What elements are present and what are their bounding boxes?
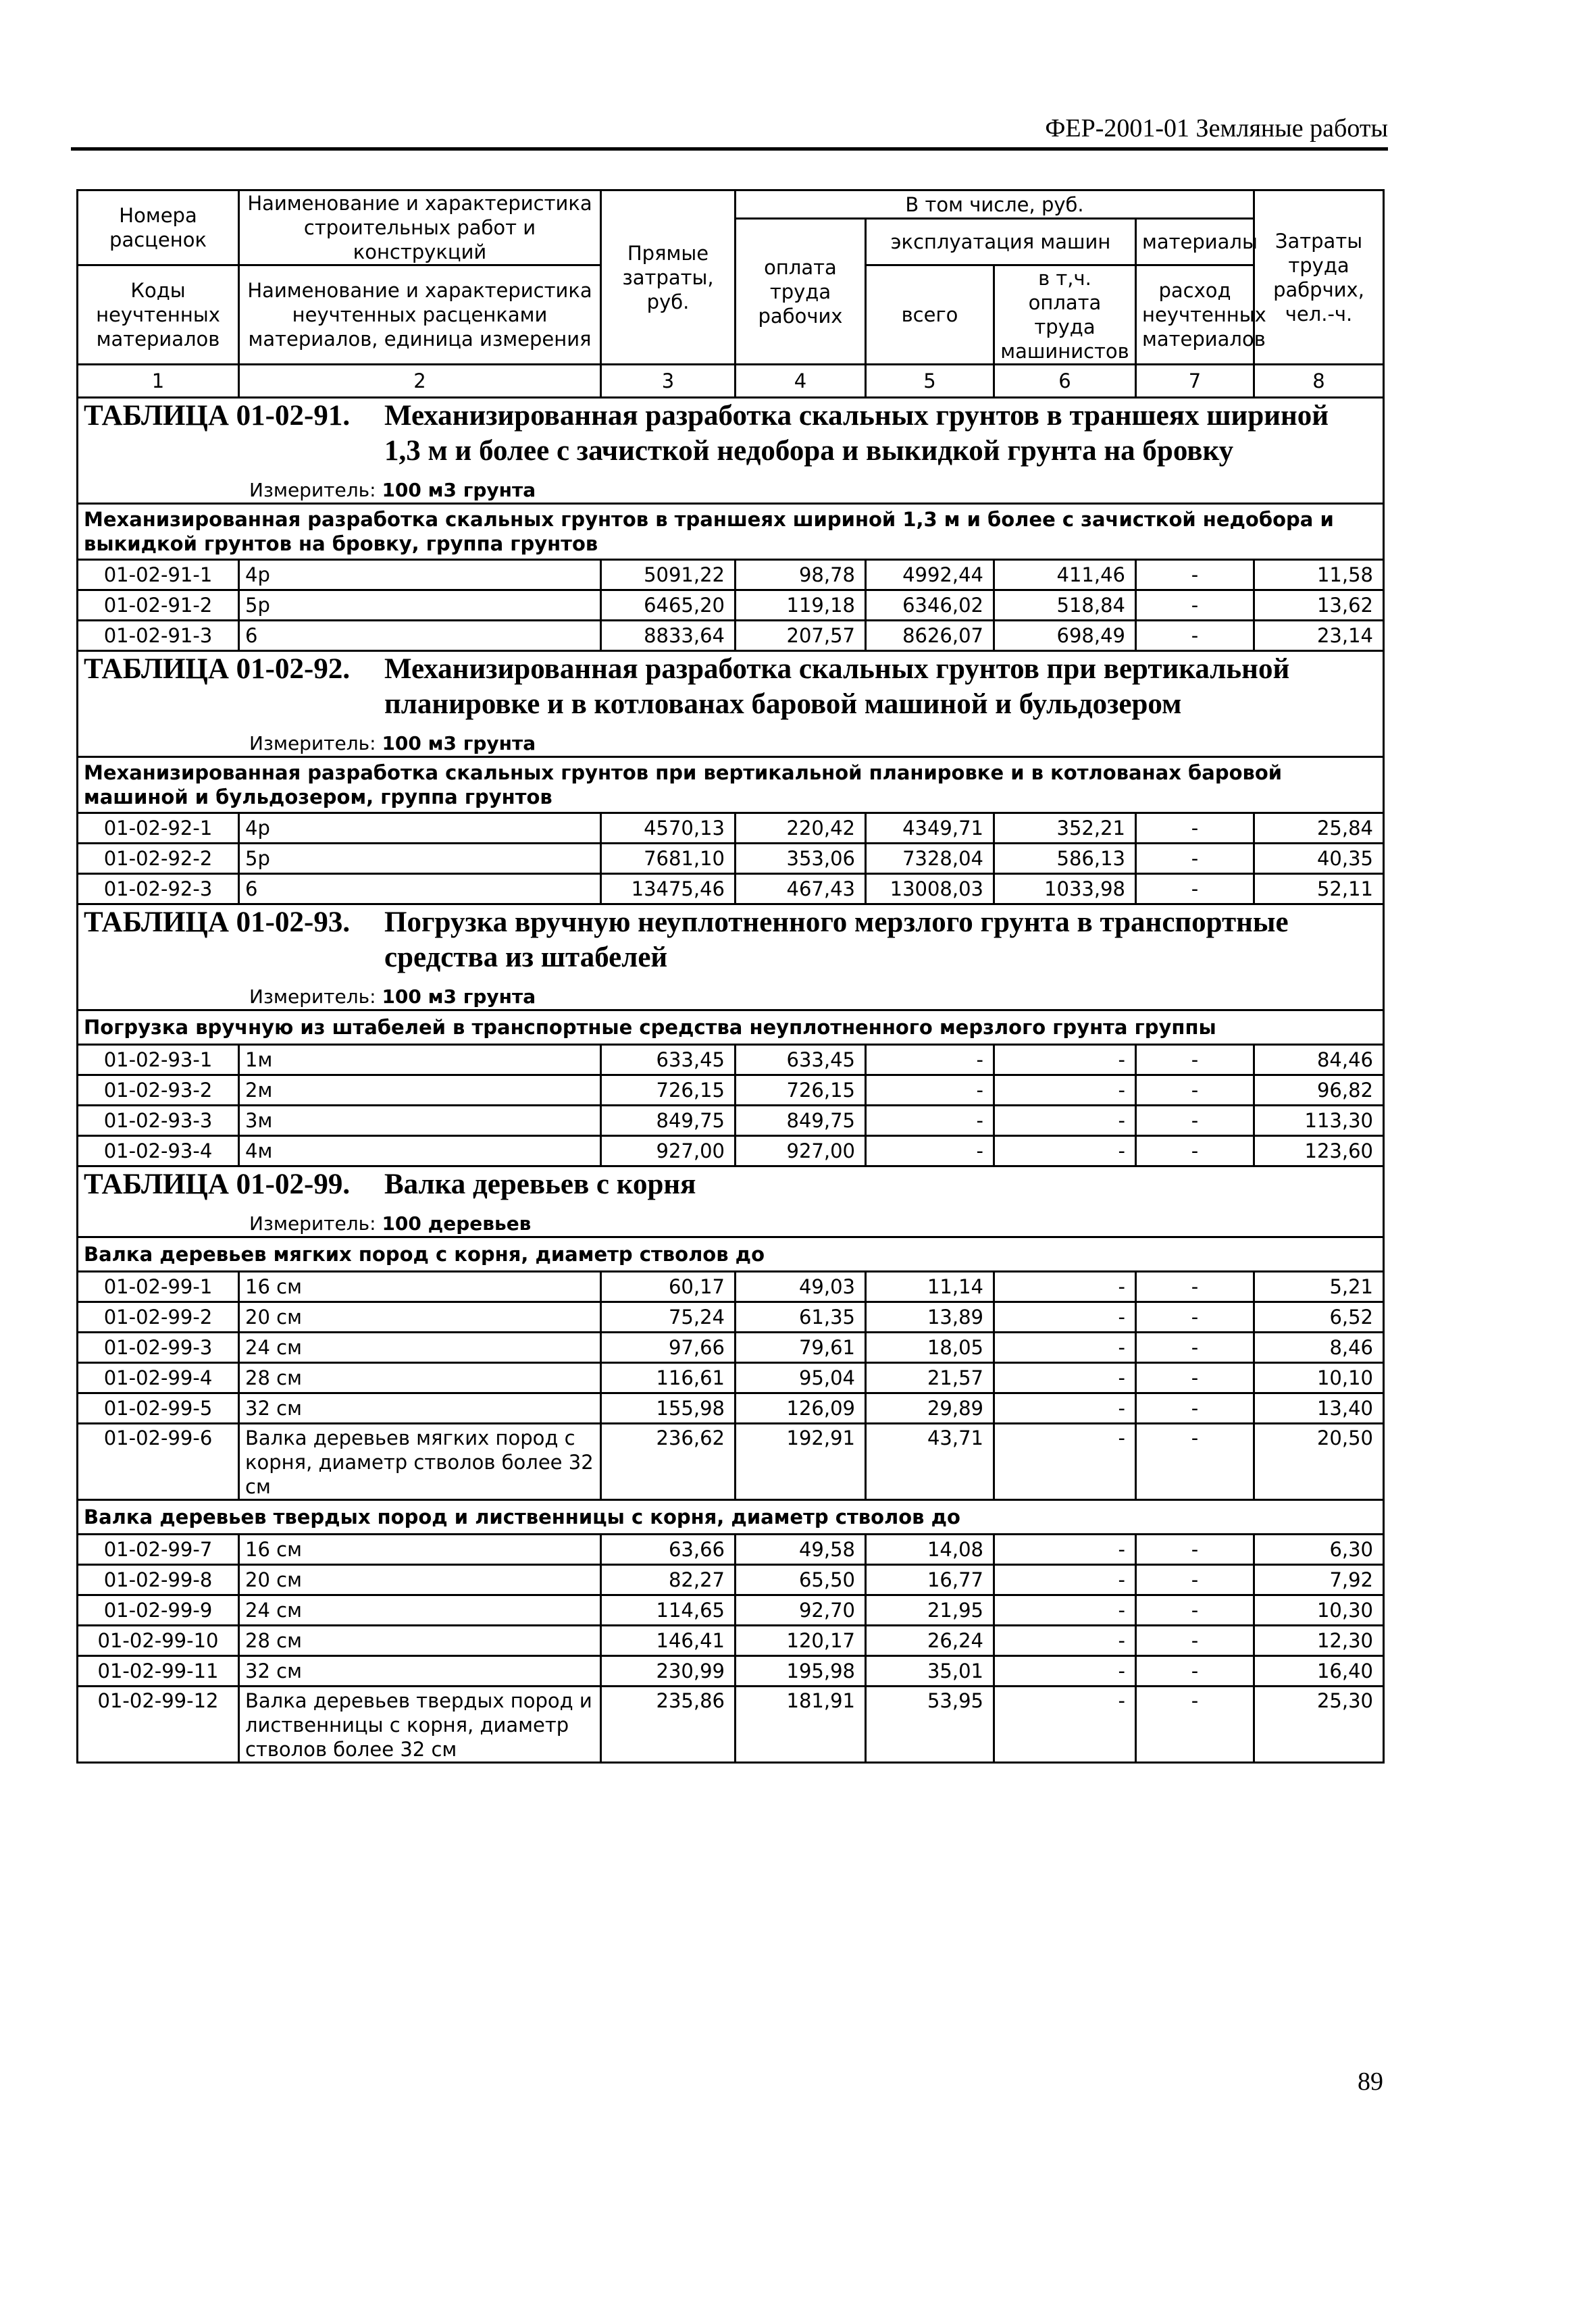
group-caption-row — [78, 504, 1384, 560]
running-header — [71, 115, 1388, 151]
col-num: 3 — [601, 365, 736, 398]
cell-name: Валка деревьев мягких пород с корня, диаметр стволов более 32 см — [239, 1424, 601, 1500]
cell-direct: 8833,64 — [601, 621, 736, 651]
col-num: 1 — [78, 365, 239, 398]
table-row — [78, 1565, 1384, 1595]
cell-name: 2м — [239, 1075, 601, 1106]
cell-labor: 353,06 — [736, 844, 866, 874]
measure-unit: Измеритель: 100 м3 грунта — [249, 479, 536, 501]
cell-hours: 25,30 — [1254, 1687, 1384, 1763]
cell-direct: 7681,10 — [601, 844, 736, 874]
cell-labor: 467,43 — [736, 874, 866, 904]
table-row — [78, 1595, 1384, 1626]
cell-hours: 25,84 — [1254, 813, 1384, 844]
group-caption: Валка деревьев мягких пород с корня, диаметр стволов до — [78, 1237, 1384, 1272]
cell-name: 1м — [239, 1045, 601, 1075]
cell-mach: 53,95 — [866, 1687, 994, 1763]
rate-code: 01-02-99-9 — [78, 1595, 239, 1626]
cell-mat: - — [1136, 1595, 1254, 1626]
table-row — [78, 1656, 1384, 1687]
section-title — [84, 652, 1377, 722]
cell-direct: 633,45 — [601, 1045, 736, 1075]
cell-mach: - — [866, 1045, 994, 1075]
cell-mach: 43,71 — [866, 1424, 994, 1500]
cell-mach-labor: 1033,98 — [994, 874, 1136, 904]
cell-hours: 20,50 — [1254, 1424, 1384, 1500]
cell-mach: 18,05 — [866, 1333, 994, 1363]
section-title — [84, 398, 1377, 469]
cell-mach-labor: 698,49 — [994, 621, 1136, 651]
cell-hours: 6,30 — [1254, 1535, 1384, 1565]
rate-code: 01-02-99-11 — [78, 1656, 239, 1687]
group-caption-row — [78, 1500, 1384, 1535]
cell-name: 32 см — [239, 1656, 601, 1687]
cell-mat: - — [1136, 590, 1254, 621]
cell-labor: 726,15 — [736, 1075, 866, 1106]
cell-mach: 21,95 — [866, 1595, 994, 1626]
cell-mach: 4992,44 — [866, 560, 994, 590]
measure-unit: Измеритель: 100 м3 грунта — [249, 985, 536, 1008]
cell-mat: - — [1136, 813, 1254, 844]
section-heading: Механизированная разработка скальных грунтов при вертикальной планировке и в котлованах баровой машиной и бульдозером — [384, 653, 1290, 720]
rate-code: 01-02-99-4 — [78, 1363, 239, 1393]
cell-labor: 95,04 — [736, 1363, 866, 1393]
cell-mach: 8626,07 — [866, 621, 994, 651]
cell-mat: - — [1136, 1393, 1254, 1424]
cell-hours: 123,60 — [1254, 1136, 1384, 1166]
cell-labor: 927,00 — [736, 1136, 866, 1166]
cell-hours: 12,30 — [1254, 1626, 1384, 1656]
col-num: 4 — [736, 365, 866, 398]
section-heading: Механизированная разработка скальных грунтов в траншеях шириной 1,3 м и более с зачисткой недобора и выкидкой грунта на бровку — [384, 400, 1329, 467]
cell-direct: 236,62 — [601, 1424, 736, 1500]
cell-mat: - — [1136, 1687, 1254, 1763]
cell-mach: 26,24 — [866, 1626, 994, 1656]
group-caption-row — [78, 1237, 1384, 1272]
rate-code: 01-02-99-3 — [78, 1333, 239, 1363]
cell-hours: 10,30 — [1254, 1595, 1384, 1626]
table-row — [78, 813, 1384, 844]
cell-name: 16 см — [239, 1272, 601, 1302]
table-row — [78, 1424, 1384, 1500]
cell-labor: 633,45 — [736, 1045, 866, 1075]
cell-labor: 220,42 — [736, 813, 866, 844]
header-col6: в т,ч. оплата труда машинистов — [994, 265, 1136, 365]
group-caption-row — [78, 757, 1384, 813]
cell-mach-labor: - — [994, 1424, 1136, 1500]
cell-mat: - — [1136, 1424, 1254, 1500]
cell-direct: 97,66 — [601, 1333, 736, 1363]
cell-labor: 92,70 — [736, 1595, 866, 1626]
cell-labor: 126,09 — [736, 1393, 866, 1424]
cell-mat: - — [1136, 560, 1254, 590]
cell-mach: 4349,71 — [866, 813, 994, 844]
rate-code: 01-02-93-1 — [78, 1045, 239, 1075]
cell-mach: - — [866, 1136, 994, 1166]
cell-hours: 40,35 — [1254, 844, 1384, 874]
cell-mach-labor: - — [994, 1045, 1136, 1075]
cell-name: 32 см — [239, 1393, 601, 1424]
cell-mat: - — [1136, 1565, 1254, 1595]
cell-direct: 60,17 — [601, 1272, 736, 1302]
group-caption-row — [78, 1010, 1384, 1045]
rate-code: 01-02-92-2 — [78, 844, 239, 874]
cell-hours: 6,52 — [1254, 1302, 1384, 1333]
cell-labor: 98,78 — [736, 560, 866, 590]
cell-labor: 49,58 — [736, 1535, 866, 1565]
cell-mach-labor: - — [994, 1535, 1136, 1565]
cell-hours: 11,58 — [1254, 560, 1384, 590]
cell-direct: 230,99 — [601, 1656, 736, 1687]
rate-code: 01-02-91-2 — [78, 590, 239, 621]
cell-name: 20 см — [239, 1302, 601, 1333]
section-heading: Валка деревьев с корня — [384, 1168, 696, 1200]
cell-name: 6 — [239, 874, 601, 904]
header-col3: Прямые затраты, руб. — [601, 190, 736, 365]
rate-code: 01-02-99-7 — [78, 1535, 239, 1565]
cell-direct: 13475,46 — [601, 874, 736, 904]
table-row — [78, 1393, 1384, 1424]
cell-labor: 192,91 — [736, 1424, 866, 1500]
cell-mach-labor: - — [994, 1106, 1136, 1136]
header-group-including: В том числе, руб. — [736, 190, 1254, 219]
cell-direct: 114,65 — [601, 1595, 736, 1626]
measure-unit: Измеритель: 100 деревьев — [249, 1212, 532, 1235]
cell-mach: 21,57 — [866, 1363, 994, 1393]
cell-name: 4р — [239, 560, 601, 590]
column-numbers-row — [78, 365, 1384, 398]
header-col5: всего — [866, 265, 994, 365]
rate-code: 01-02-99-6 — [78, 1424, 239, 1500]
header-col2-bottom: Наименование и характеристика неучтенных расценками материалов, единица измерения — [239, 265, 601, 365]
section-label: ТАБЛИЦА 01-02-93. — [84, 906, 351, 938]
cell-direct: 5091,22 — [601, 560, 736, 590]
cell-hours: 10,10 — [1254, 1363, 1384, 1393]
cell-mach: - — [866, 1106, 994, 1136]
cell-labor: 65,50 — [736, 1565, 866, 1595]
cell-mach-labor: - — [994, 1393, 1136, 1424]
cell-name: 28 см — [239, 1626, 601, 1656]
cell-mach: 11,14 — [866, 1272, 994, 1302]
table-row — [78, 844, 1384, 874]
cell-mach-labor: - — [994, 1302, 1136, 1333]
cell-direct: 146,41 — [601, 1626, 736, 1656]
table-row — [78, 1075, 1384, 1106]
cell-mat: - — [1136, 874, 1254, 904]
rate-code: 01-02-93-4 — [78, 1136, 239, 1166]
cell-direct: 155,98 — [601, 1393, 736, 1424]
cell-mach: 6346,02 — [866, 590, 994, 621]
cell-name: 4м — [239, 1136, 601, 1166]
section-label: ТАБЛИЦА 01-02-99. — [84, 1168, 351, 1200]
table-body — [78, 398, 1384, 1763]
page-number: 89 — [1358, 2067, 1383, 2096]
cell-mat: - — [1136, 1302, 1254, 1333]
cell-direct: 849,75 — [601, 1106, 736, 1136]
col-num: 5 — [866, 365, 994, 398]
cell-hours: 13,62 — [1254, 590, 1384, 621]
table-row — [78, 1045, 1384, 1075]
cell-direct: 235,86 — [601, 1687, 736, 1763]
cell-direct: 927,00 — [601, 1136, 736, 1166]
cell-mach-labor: 518,84 — [994, 590, 1136, 621]
table-row — [78, 621, 1384, 651]
cell-labor: 849,75 — [736, 1106, 866, 1136]
cell-hours: 23,14 — [1254, 621, 1384, 651]
header-group-materials: материалы — [1136, 219, 1254, 265]
cell-labor: 207,57 — [736, 621, 866, 651]
cell-mat: - — [1136, 844, 1254, 874]
cell-mat: - — [1136, 1656, 1254, 1687]
col-num: 7 — [1136, 365, 1254, 398]
table-row — [78, 1333, 1384, 1363]
cell-labor: 120,17 — [736, 1626, 866, 1656]
cell-mach-labor: - — [994, 1595, 1136, 1626]
measure-unit: Измеритель: 100 м3 грунта — [249, 732, 536, 754]
cell-mach: 16,77 — [866, 1565, 994, 1595]
cell-name: 5р — [239, 590, 601, 621]
cell-mat: - — [1136, 1333, 1254, 1363]
cell-labor: 49,03 — [736, 1272, 866, 1302]
table-title-row — [78, 1166, 1384, 1237]
rate-code: 01-02-91-1 — [78, 560, 239, 590]
cell-mat: - — [1136, 1626, 1254, 1656]
rate-code: 01-02-99-2 — [78, 1302, 239, 1333]
cell-name: 3м — [239, 1106, 601, 1136]
section-title — [84, 1167, 1377, 1202]
rate-code: 01-02-93-2 — [78, 1075, 239, 1106]
table-row — [78, 1626, 1384, 1656]
cell-direct: 6465,20 — [601, 590, 736, 621]
cell-labor: 119,18 — [736, 590, 866, 621]
cell-mat: - — [1136, 1363, 1254, 1393]
section-heading: Погрузка вручную неуплотненного мерзлого грунта в транспортные средства из штабелей — [384, 906, 1289, 973]
rate-code: 01-02-92-1 — [78, 813, 239, 844]
cell-hours: 7,92 — [1254, 1565, 1384, 1595]
rate-code: 01-02-92-3 — [78, 874, 239, 904]
cell-mach: 35,01 — [866, 1656, 994, 1687]
cell-name: 5р — [239, 844, 601, 874]
table-row — [78, 874, 1384, 904]
rate-code: 01-02-93-3 — [78, 1106, 239, 1136]
cell-direct: 75,24 — [601, 1302, 736, 1333]
group-caption: Механизированная разработка скальных грунтов при вертикальной планировке и в котлованах баровой машиной и бульдозером, группа грунтов — [78, 757, 1384, 813]
col-num: 2 — [239, 365, 601, 398]
col-num: 6 — [994, 365, 1136, 398]
col-num: 8 — [1254, 365, 1384, 398]
section-label: ТАБЛИЦА 01-02-92. — [84, 653, 351, 685]
cell-mach: 13008,03 — [866, 874, 994, 904]
header-col1-bottom: Коды неучтенных материалов — [78, 265, 239, 365]
rate-code: 01-02-99-10 — [78, 1626, 239, 1656]
running-title: ФЕР-2001-01 Земляные работы — [1045, 114, 1388, 143]
cell-mach-labor: - — [994, 1075, 1136, 1106]
cell-mat: - — [1136, 1272, 1254, 1302]
cell-mach-labor: - — [994, 1363, 1136, 1393]
cell-mat: - — [1136, 621, 1254, 651]
cell-mach-labor: - — [994, 1626, 1136, 1656]
cell-mach: - — [866, 1075, 994, 1106]
cell-labor: 195,98 — [736, 1656, 866, 1687]
cell-hours: 52,11 — [1254, 874, 1384, 904]
rate-code: 01-02-99-8 — [78, 1565, 239, 1595]
cell-mach: 7328,04 — [866, 844, 994, 874]
cell-mach-labor: - — [994, 1656, 1136, 1687]
cell-hours: 96,82 — [1254, 1075, 1384, 1106]
header-group-machines: эксплуатация машин — [866, 219, 1136, 265]
cell-hours: 16,40 — [1254, 1656, 1384, 1687]
cell-name: 16 см — [239, 1535, 601, 1565]
cell-mat: - — [1136, 1136, 1254, 1166]
table-row — [78, 1136, 1384, 1166]
cell-direct: 4570,13 — [601, 813, 736, 844]
table-row — [78, 1535, 1384, 1565]
cell-mach-labor: - — [994, 1333, 1136, 1363]
cell-mach: 29,89 — [866, 1393, 994, 1424]
group-caption: Валка деревьев твердых пород и лиственницы с корня, диаметр стволов до — [78, 1500, 1384, 1535]
table-row — [78, 1363, 1384, 1393]
cell-mat: - — [1136, 1106, 1254, 1136]
group-caption: Механизированная разработка скальных грунтов в траншеях шириной 1,3 м и более с зачисткой недобора и выкидкой грунтов на бровку, группа грунтов — [78, 504, 1384, 560]
cell-mach-labor: - — [994, 1136, 1136, 1166]
price-table — [76, 189, 1385, 1764]
table-row — [78, 1272, 1384, 1302]
cell-name: 6 — [239, 621, 601, 651]
cell-direct: 726,15 — [601, 1075, 736, 1106]
rate-code: 01-02-99-1 — [78, 1272, 239, 1302]
cell-mat: - — [1136, 1535, 1254, 1565]
cell-name: 24 см — [239, 1333, 601, 1363]
cell-mach-labor: - — [994, 1272, 1136, 1302]
cell-hours: 5,21 — [1254, 1272, 1384, 1302]
cell-name: 28 см — [239, 1363, 601, 1393]
group-caption: Погрузка вручную из штабелей в транспортные средства неуплотненного мерзлого грунта группы — [78, 1010, 1384, 1045]
cell-mach-labor: - — [994, 1687, 1136, 1763]
rate-code: 01-02-99-5 — [78, 1393, 239, 1424]
table-row — [78, 590, 1384, 621]
table-row — [78, 560, 1384, 590]
cell-direct: 82,27 — [601, 1565, 736, 1595]
cell-labor: 79,61 — [736, 1333, 866, 1363]
table-row — [78, 1106, 1384, 1136]
header-col7: расход неучтенных материалов — [1136, 265, 1254, 365]
table-row — [78, 1302, 1384, 1333]
rate-code: 01-02-99-12 — [78, 1687, 239, 1763]
cell-direct: 63,66 — [601, 1535, 736, 1565]
cell-labor: 181,91 — [736, 1687, 866, 1763]
table-title-row — [78, 651, 1384, 757]
cell-mach: 13,89 — [866, 1302, 994, 1333]
cell-direct: 116,61 — [601, 1363, 736, 1393]
cell-name: 4р — [239, 813, 601, 844]
cell-name: 24 см — [239, 1595, 601, 1626]
cell-mach-labor: 352,21 — [994, 813, 1136, 844]
cell-mat: - — [1136, 1075, 1254, 1106]
cell-mat: - — [1136, 1045, 1254, 1075]
table-title-row — [78, 398, 1384, 504]
table-title-row — [78, 904, 1384, 1010]
header-col8: Затраты труда рабрчих, чел.-ч. — [1254, 190, 1384, 365]
rate-code: 01-02-91-3 — [78, 621, 239, 651]
section-title — [84, 905, 1377, 975]
cell-name: 20 см — [239, 1565, 601, 1595]
table-header — [78, 190, 1384, 398]
cell-mach-labor: 586,13 — [994, 844, 1136, 874]
cell-mach: 14,08 — [866, 1535, 994, 1565]
table-row — [78, 1687, 1384, 1763]
header-col2-top: Наименование и характеристика строительных работ и конструкций — [239, 190, 601, 265]
cell-mach-labor: - — [994, 1565, 1136, 1595]
cell-hours: 113,30 — [1254, 1106, 1384, 1136]
cell-labor: 61,35 — [736, 1302, 866, 1333]
header-col1-top: Номера расценок — [78, 190, 239, 265]
cell-mach-labor: 411,46 — [994, 560, 1136, 590]
cell-hours: 13,40 — [1254, 1393, 1384, 1424]
header-col4: оплата труда рабочих — [736, 219, 866, 365]
cell-hours: 8,46 — [1254, 1333, 1384, 1363]
cell-name: Валка деревьев твердых пород и лиственницы с корня, диаметр стволов более 32 см — [239, 1687, 601, 1763]
cell-hours: 84,46 — [1254, 1045, 1384, 1075]
section-label: ТАБЛИЦА 01-02-91. — [84, 400, 351, 432]
